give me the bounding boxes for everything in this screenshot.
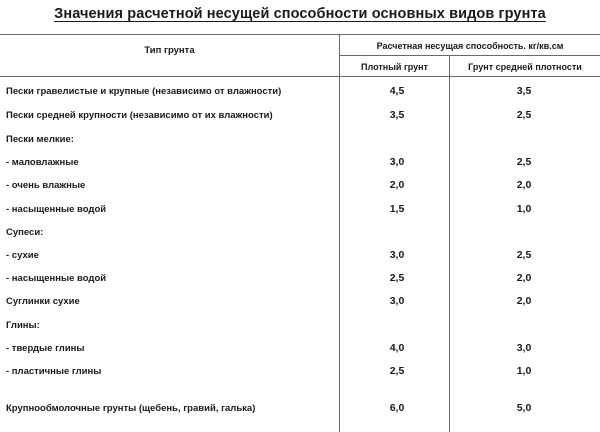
medium-value: 2,5 bbox=[516, 249, 532, 261]
table-row bbox=[0, 366, 600, 382]
medium-value: 3,0 bbox=[516, 342, 532, 354]
header-dense: Плотный грунт bbox=[361, 62, 428, 72]
dense-value: 6,0 bbox=[389, 402, 405, 414]
table-row bbox=[0, 157, 600, 173]
dense-value: 3,0 bbox=[389, 249, 405, 261]
soil-name: - насыщенные водой bbox=[6, 204, 107, 215]
soil-name: - пластичные глины bbox=[6, 366, 102, 377]
medium-value: 2,0 bbox=[516, 272, 532, 284]
soil-name: - насыщенные водой bbox=[6, 273, 107, 284]
dense-value: 1,5 bbox=[389, 203, 405, 215]
dense-value: 2,5 bbox=[389, 272, 405, 284]
soil-name: Пески мелкие: bbox=[6, 134, 74, 145]
medium-value: 2,5 bbox=[516, 156, 532, 168]
dense-value: 2,0 bbox=[389, 179, 405, 191]
table-row bbox=[0, 403, 600, 419]
table-row bbox=[0, 134, 600, 150]
soil-name: Пески гравелистые и крупные (независимо от влажности) bbox=[6, 86, 282, 97]
medium-value: 3,5 bbox=[516, 85, 532, 97]
dense-value: 3,0 bbox=[389, 156, 405, 168]
soil-name: Пески средней крупности (независимо от их влажности) bbox=[6, 110, 273, 121]
dense-value: 4,5 bbox=[389, 85, 405, 97]
dense-value: 2,5 bbox=[389, 365, 405, 377]
subheader-border bbox=[340, 55, 600, 56]
header-capacity: Расчетная несущая способность. кг/кв.см bbox=[376, 41, 564, 51]
table-row bbox=[0, 273, 600, 289]
soil-name: - твердые глины bbox=[6, 343, 85, 354]
table-row bbox=[0, 227, 600, 243]
medium-value: 1,0 bbox=[516, 365, 532, 377]
soil-name: Крупнообмолочные грунты (щебень, гравий, галька) bbox=[6, 403, 256, 414]
medium-value: 2,5 bbox=[516, 109, 532, 121]
header-medium: Грунт средней плотности bbox=[468, 62, 582, 72]
dense-value: 3,0 bbox=[389, 295, 405, 307]
medium-value: 2,0 bbox=[516, 179, 532, 191]
header-soil-type: Тип грунта bbox=[144, 45, 195, 56]
table-row bbox=[0, 343, 600, 359]
table-row bbox=[0, 180, 600, 196]
table-row bbox=[0, 204, 600, 220]
table-top-border bbox=[0, 34, 600, 35]
soil-name: Суглинки сухие bbox=[6, 296, 80, 307]
header-bottom-border bbox=[0, 76, 600, 77]
table-row bbox=[0, 110, 600, 126]
soil-name: Глины: bbox=[6, 320, 40, 331]
medium-value: 5,0 bbox=[516, 402, 532, 414]
soil-name: Супеси: bbox=[6, 227, 44, 238]
table-row bbox=[0, 320, 600, 336]
page-title: Значения расчетной несущей способности основных видов грунта bbox=[54, 6, 546, 22]
medium-value: 2,0 bbox=[516, 295, 532, 307]
soil-name: - маловлажные bbox=[6, 157, 79, 168]
soil-name: - сухие bbox=[6, 250, 39, 261]
dense-value: 4,0 bbox=[389, 342, 405, 354]
table-row bbox=[0, 250, 600, 266]
medium-value: 1,0 bbox=[516, 203, 532, 215]
soil-name: - очень влажные bbox=[6, 180, 86, 191]
table-row bbox=[0, 86, 600, 102]
dense-value: 3,5 bbox=[389, 109, 405, 121]
table-row bbox=[0, 296, 600, 312]
